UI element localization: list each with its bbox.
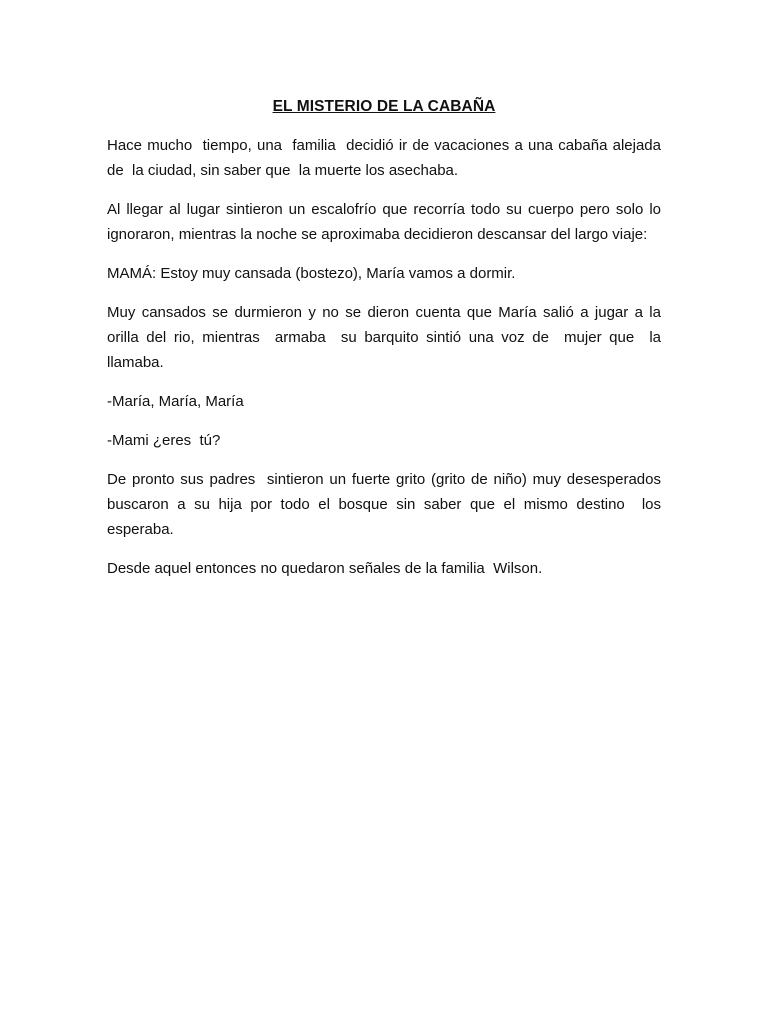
paragraph-arrival: Al llegar al lugar sintieron un escalofrío que recorría todo su cuerpo pero solo lo ignoraron, mientras la noche se aproximaba decidieron descansar del largo viaje:	[107, 201, 666, 243]
paragraph-river: Muy cansados se durmieron y no se dieron cuenta que María salió a jugar a la orilla del rio, mientras armaba su barquito sintió una voz de mujer que la llamaba.	[107, 304, 666, 371]
paragraph-scream: De pronto sus padres sintieron un fuerte grito (grito de niño) muy desesperados buscaron a su hija por todo el bosque sin saber que el mismo destino los esperaba.	[107, 471, 666, 538]
document-body	[107, 94, 666, 595]
paragraph-mama-dialogue: MAMÁ: Estoy muy cansada (bostezo), María vamos a dormir.	[107, 265, 516, 282]
paragraph-intro: Hace mucho tiempo, una familia decidió ir de vacaciones a una cabaña alejada de la ciudad, sin saber que la muerte los asechaba.	[107, 137, 666, 179]
paragraph-voice-calling: -María, María, María	[107, 393, 244, 410]
document-title: EL MISTERIO DE LA CABAÑA	[272, 98, 496, 115]
paragraph-maria-reply: -Mami ¿eres tú?	[107, 432, 221, 449]
paragraph-ending: Desde aquel entonces no quedaron señales de la familia Wilson.	[107, 560, 543, 577]
